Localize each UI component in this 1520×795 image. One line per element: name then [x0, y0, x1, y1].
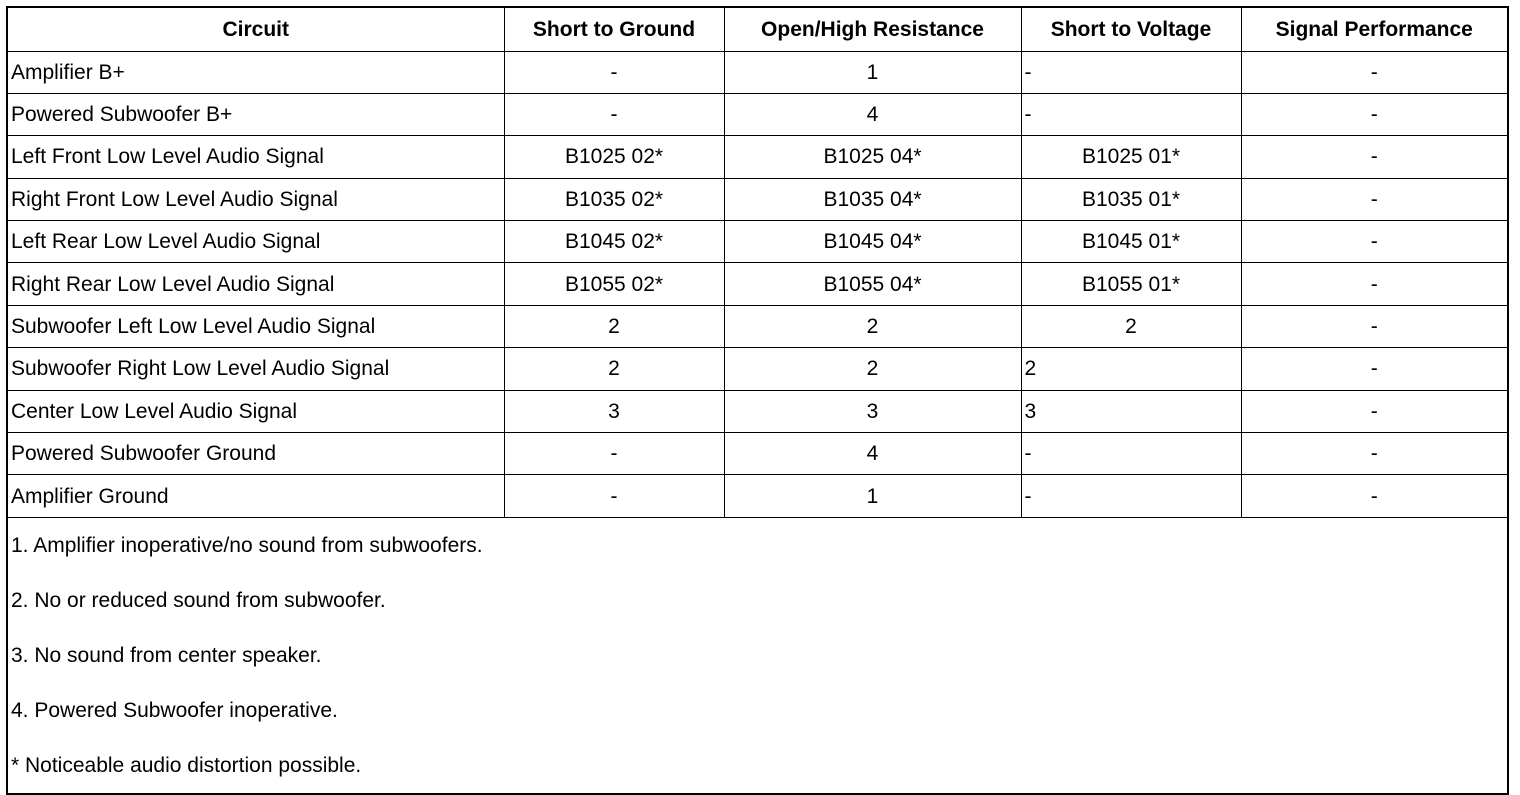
- circuit-cell: Powered Subwoofer B+: [7, 93, 504, 135]
- short-to-ground-cell: -: [504, 433, 724, 475]
- circuit-cell: Powered Subwoofer Ground: [7, 433, 504, 475]
- circuit-cell: Subwoofer Right Low Level Audio Signal: [7, 348, 504, 390]
- open-high-resistance-cell: 2: [724, 348, 1021, 390]
- circuit-cell: Center Low Level Audio Signal: [7, 390, 504, 432]
- header-signal-performance: Signal Performance: [1241, 7, 1508, 51]
- note-5: * Noticeable audio distortion possible.: [7, 738, 1508, 793]
- short-to-ground-cell: 2: [504, 348, 724, 390]
- open-high-resistance-cell: 3: [724, 390, 1021, 432]
- short-to-ground-cell: B1045 02*: [504, 221, 724, 263]
- signal-performance-cell: -: [1241, 178, 1508, 220]
- signal-performance-cell: -: [1241, 51, 1508, 93]
- short-to-ground-cell: B1055 02*: [504, 263, 724, 305]
- open-high-resistance-cell: 1: [724, 475, 1021, 517]
- open-high-resistance-cell: B1035 04*: [724, 178, 1021, 220]
- open-high-resistance-cell: B1025 04*: [724, 136, 1021, 178]
- open-high-resistance-cell: B1055 04*: [724, 263, 1021, 305]
- signal-performance-cell: -: [1241, 433, 1508, 475]
- short-to-ground-cell: 2: [504, 305, 724, 347]
- table-row: [7, 221, 1508, 263]
- short-to-voltage-cell: B1045 01*: [1021, 221, 1241, 263]
- short-to-voltage-cell: B1035 01*: [1021, 178, 1241, 220]
- open-high-resistance-cell: 4: [724, 93, 1021, 135]
- circuit-cell: Left Rear Low Level Audio Signal: [7, 221, 504, 263]
- note-row: [7, 573, 1508, 628]
- table-row: [7, 178, 1508, 220]
- short-to-ground-cell: -: [504, 93, 724, 135]
- signal-performance-cell: -: [1241, 475, 1508, 517]
- note-row: [7, 683, 1508, 738]
- short-to-voltage-cell: -: [1021, 93, 1241, 135]
- circuit-cell: Right Rear Low Level Audio Signal: [7, 263, 504, 305]
- short-to-voltage-cell: -: [1021, 475, 1241, 517]
- header-short-to-ground: Short to Ground: [504, 7, 724, 51]
- short-to-voltage-cell: 2: [1021, 305, 1241, 347]
- short-to-ground-cell: 3: [504, 390, 724, 432]
- signal-performance-cell: -: [1241, 348, 1508, 390]
- header-open-high-resistance: Open/High Resistance: [724, 7, 1021, 51]
- table-body: [7, 51, 1508, 794]
- short-to-ground-cell: B1025 02*: [504, 136, 724, 178]
- circuit-cell: Right Front Low Level Audio Signal: [7, 178, 504, 220]
- table-row: [7, 348, 1508, 390]
- table-row: [7, 475, 1508, 517]
- open-high-resistance-cell: B1045 04*: [724, 221, 1021, 263]
- short-to-ground-cell: -: [504, 51, 724, 93]
- note-2: 2. No or reduced sound from subwoofer.: [7, 573, 1508, 628]
- signal-performance-cell: -: [1241, 305, 1508, 347]
- circuit-cell: Amplifier B+: [7, 51, 504, 93]
- signal-performance-cell: -: [1241, 221, 1508, 263]
- short-to-ground-cell: B1035 02*: [504, 178, 724, 220]
- table-row: [7, 433, 1508, 475]
- header-short-to-voltage: Short to Voltage: [1021, 7, 1241, 51]
- note-4: 4. Powered Subwoofer inoperative.: [7, 683, 1508, 738]
- open-high-resistance-cell: 4: [724, 433, 1021, 475]
- header-circuit: Circuit: [7, 7, 504, 51]
- diagnostic-table: [6, 6, 1509, 795]
- short-to-voltage-cell: B1025 01*: [1021, 136, 1241, 178]
- short-to-voltage-cell: 3: [1021, 390, 1241, 432]
- header-row: [7, 7, 1508, 51]
- signal-performance-cell: -: [1241, 93, 1508, 135]
- short-to-ground-cell: -: [504, 475, 724, 517]
- circuit-cell: Left Front Low Level Audio Signal: [7, 136, 504, 178]
- table-row: [7, 305, 1508, 347]
- signal-performance-cell: -: [1241, 263, 1508, 305]
- short-to-voltage-cell: 2: [1021, 348, 1241, 390]
- note-3: 3. No sound from center speaker.: [7, 628, 1508, 683]
- note-row: [7, 628, 1508, 683]
- note-1: 1. Amplifier inoperative/no sound from subwoofers.: [7, 517, 1508, 572]
- circuit-cell: Amplifier Ground: [7, 475, 504, 517]
- short-to-voltage-cell: -: [1021, 433, 1241, 475]
- circuit-cell: Subwoofer Left Low Level Audio Signal: [7, 305, 504, 347]
- table-row: [7, 390, 1508, 432]
- table-row: [7, 51, 1508, 93]
- note-row: [7, 517, 1508, 572]
- signal-performance-cell: -: [1241, 390, 1508, 432]
- short-to-voltage-cell: B1055 01*: [1021, 263, 1241, 305]
- table-row: [7, 93, 1508, 135]
- signal-performance-cell: -: [1241, 136, 1508, 178]
- open-high-resistance-cell: 2: [724, 305, 1021, 347]
- short-to-voltage-cell: -: [1021, 51, 1241, 93]
- open-high-resistance-cell: 1: [724, 51, 1021, 93]
- note-row: [7, 738, 1508, 793]
- table-row: [7, 263, 1508, 305]
- table-row: [7, 136, 1508, 178]
